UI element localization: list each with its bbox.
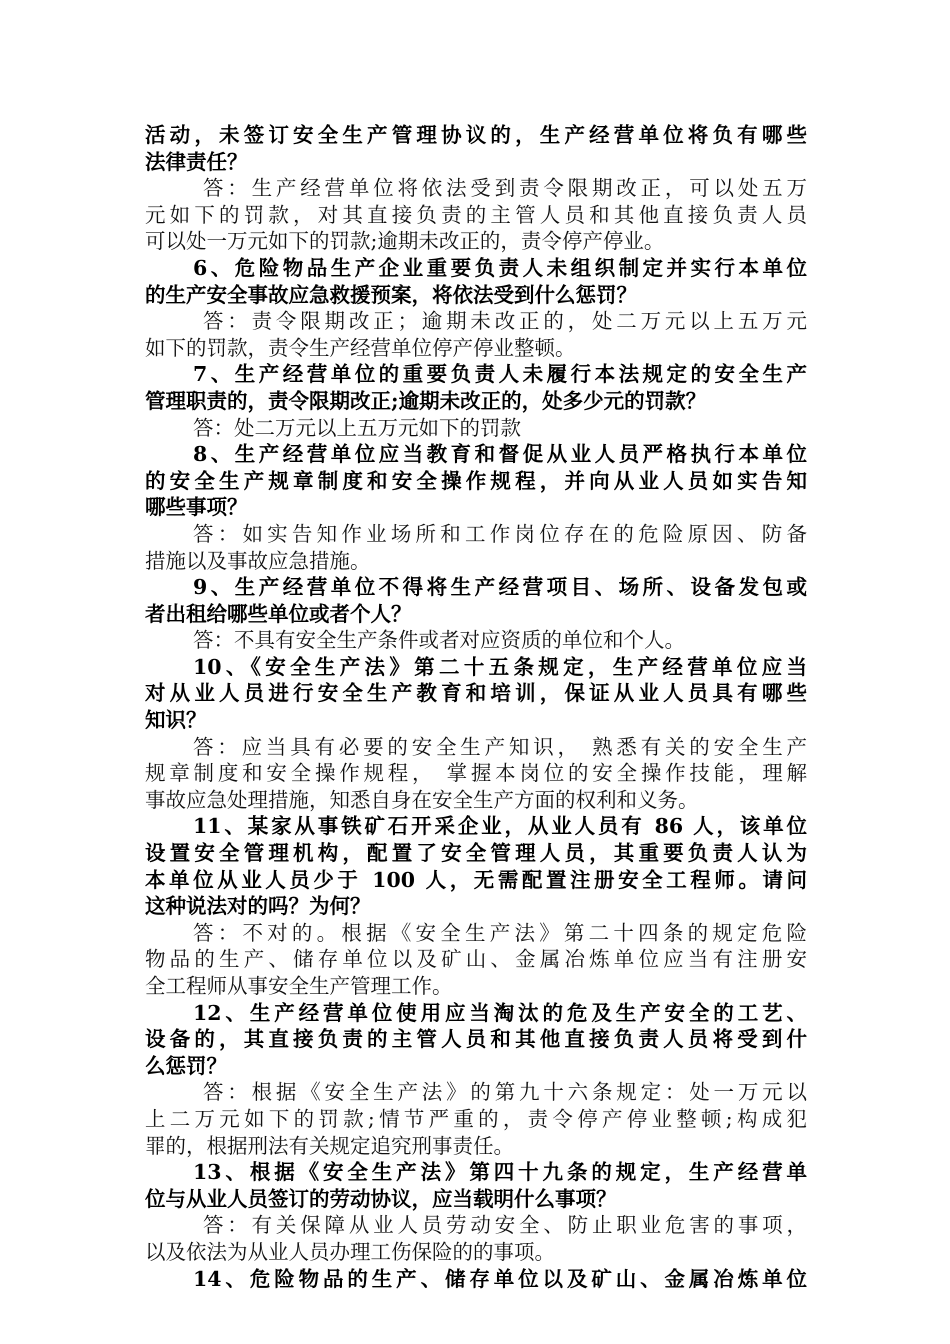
document-body xyxy=(145,122,807,1292)
question-line: 7、生产经营单位的重要负责人未履行本法规定的安全生产 xyxy=(193,362,807,387)
answer-line: 答：不具有安全生产条件或者对应资质的单位和个人。 xyxy=(193,628,685,653)
answer-line: 罪的，根据刑法有关规定追究刑事责任。 xyxy=(145,1133,514,1158)
question-line: 设置安全管理机构，配置了安全管理人员，其重要负责人认为 xyxy=(145,841,807,866)
answer-line: 物品的生产、储存单位以及矿山、金属冶炼单位应当有注册安 xyxy=(145,947,807,972)
question-line: 11、某家从事铁矿石开采企业，从业人员有 86 人，该单位 xyxy=(193,814,807,839)
question-line: 设备的，其直接负责的主管人员和其他直接负责人员将受到什 xyxy=(145,1027,807,1052)
question-line: 14、危险物品的生产、储存单位以及矿山、金属冶炼单位 xyxy=(193,1266,807,1291)
question-line: 13、根据《安全生产法》第四十九条的规定，生产经营单 xyxy=(193,1160,807,1185)
answer-line: 答：责令限期改正；逾期未改正的，处二万元以上五万元 xyxy=(203,309,807,334)
question-line: 这种说法对的吗？为何？ xyxy=(145,894,371,919)
question-line: 8、生产经营单位应当教育和督促从业人员严格执行本单位 xyxy=(193,442,807,467)
answer-line: 上二万元如下的罚款;情节严重的，责令停产停业整顿;构成犯 xyxy=(145,1106,807,1131)
answer-line: 如下的罚款，责令生产经营单位停产停业整顿。 xyxy=(145,335,576,360)
answer-line: 答：根据《安全生产法》的第九十六条规定：处一万元以 xyxy=(203,1080,807,1105)
question-line: 么惩罚？ xyxy=(145,1053,227,1078)
question-line: 者出租给哪些单位或者个人？ xyxy=(145,601,412,626)
answer-line: 事故应急处理措施，知悉自身在安全生产方面的权利和义务。 xyxy=(145,787,699,812)
question-line: 法律责任？ xyxy=(145,149,248,174)
answer-line: 元如下的罚款，对其直接负责的主管人员和其他直接负责人员 xyxy=(145,202,807,227)
answer-line: 以及依法为从业人员办理工伤保险的的事项。 xyxy=(145,1239,555,1264)
question-line: 对从业人员进行安全生产教育和培训，保证从业人员具有哪些 xyxy=(145,681,807,706)
question-line: 6、危险物品生产企业重要负责人未组织制定并实行本单位 xyxy=(193,255,807,280)
question-line: 9、生产经营单位不得将生产经营项目、场所、设备发包或 xyxy=(193,575,807,600)
answer-line: 答：有关保障从业人员劳动安全、防止职业危害的事项， xyxy=(203,1213,807,1238)
answer-line: 答：生产经营单位将依法受到责令限期改正，可以处五万 xyxy=(203,176,807,201)
answer-line: 答：如实告知作业场所和工作岗位存在的危险原因、防备 xyxy=(193,521,807,546)
question-line: 管理职责的，责令限期改正;逾期未改正的，处多少元的罚款？ xyxy=(145,388,707,413)
answer-line: 全工程师从事安全生产管理工作。 xyxy=(145,974,453,998)
answer-line: 答：不对的。根据《安全生产法》第二十四条的规定危险 xyxy=(193,920,807,945)
question-line: 知识？ xyxy=(145,708,207,733)
question-line: 本单位从业人员少于 100 人，无需配置注册安全工程师。请问 xyxy=(145,867,807,892)
answer-line: 措施以及事故应急措施。 xyxy=(145,548,371,573)
answer-line: 规章制度和安全操作规程， 掌握本岗位的安全操作技能，理解 xyxy=(145,761,807,786)
question-line: 的生产安全事故应急救援预案，将依法受到什么惩罚？ xyxy=(145,282,637,307)
answer-line: 答：应当具有必要的安全生产知识， 熟悉有关的安全生产 xyxy=(193,734,807,759)
question-line: 10、《安全生产法》第二十五条规定，生产经营单位应当 xyxy=(193,654,807,679)
question-line: 的安全生产规章制度和安全操作规程，并向从业人员如实告知 xyxy=(145,468,807,493)
question-line: 活动，未签订安全生产管理协议的，生产经营单位将负有哪些 xyxy=(145,123,807,147)
answer-line: 答：处二万元以上五万元如下的罚款 xyxy=(193,415,521,440)
question-line: 12、生产经营单位使用应当淘汰的危及生产安全的工艺、 xyxy=(193,1000,807,1025)
question-line: 位与从业人员签订的劳动协议，应当载明什么事项？ xyxy=(145,1186,617,1211)
question-line: 哪些事项？ xyxy=(145,495,248,520)
answer-line: 可以处一万元如下的罚款;逾期未改正的，责令停产停业。 xyxy=(145,229,665,254)
